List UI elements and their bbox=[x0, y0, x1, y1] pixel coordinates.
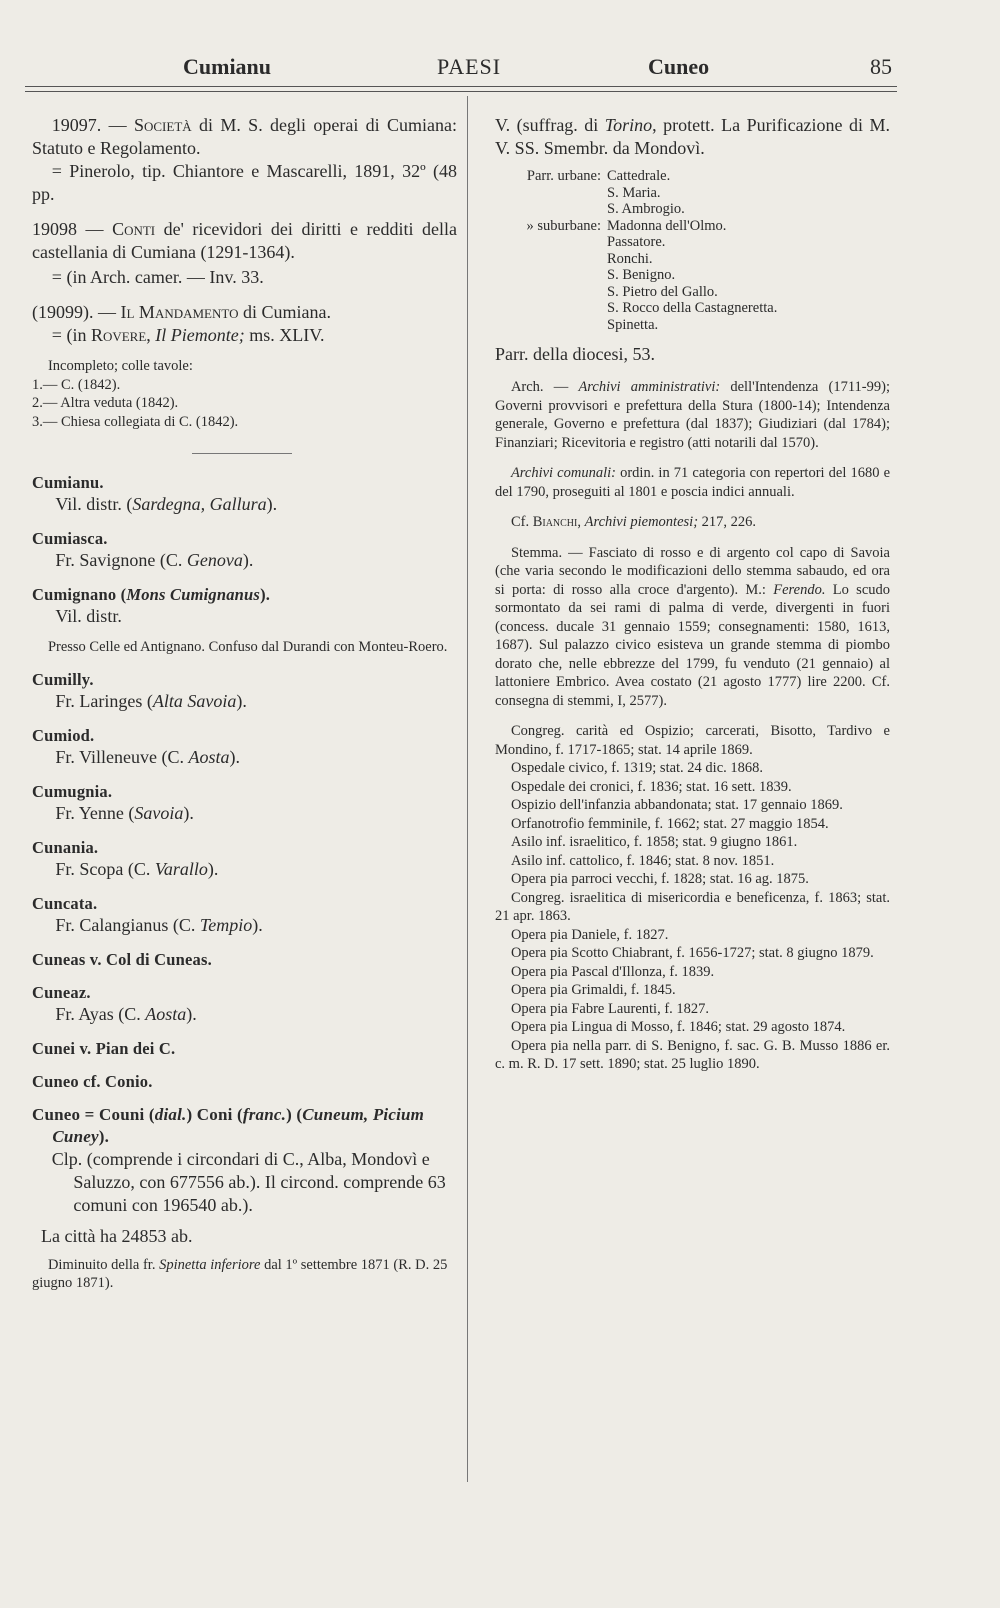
list-item: Opera pia Daniele, f. 1827. bbox=[510, 926, 669, 943]
entry-heading-end: ). bbox=[98, 1126, 110, 1146]
entry-heading: Cuneas v. Col di Cuneas. bbox=[32, 949, 212, 969]
entry-cunei bbox=[32, 1038, 457, 1059]
entry-heading: Cumugnia. bbox=[32, 781, 113, 801]
archive-italic: Archivi amministrativi: bbox=[578, 379, 721, 395]
entry-heading: Cumilly. bbox=[32, 669, 94, 689]
entry-publication: = (in Arch. camer. — Inv. 33. bbox=[51, 267, 264, 287]
entry-19098 bbox=[32, 218, 457, 289]
plate-item: 2.— Altra veduta (1842). bbox=[32, 395, 179, 411]
entry-italic: Tempio bbox=[199, 914, 253, 935]
entry-text: La città ha 24853 ab. bbox=[41, 1225, 193, 1246]
entry-heading: Cunania. bbox=[32, 837, 99, 857]
list-item: Opera pia Pascal d'Illonza, f. 1839. bbox=[510, 963, 715, 980]
entry-heading-part: ) Coni ( bbox=[186, 1104, 243, 1124]
entry-number: 19097. — bbox=[51, 115, 134, 135]
list-item: Orfanotrofio femminile, f. 1662; stat. 27 maggio 1854. bbox=[510, 815, 829, 832]
pub-sep: , bbox=[146, 325, 156, 345]
entry-italic: Aosta bbox=[145, 1003, 187, 1024]
entry-text-end: , protett. La Purificazione di M. V. SS. Smembr. da Mondovì. bbox=[495, 115, 891, 158]
parish-item: Cattedrale. bbox=[607, 168, 671, 184]
entry-text-end: ). bbox=[183, 802, 194, 823]
entry-text: Fr. Yenne ( bbox=[55, 802, 135, 823]
charities-list bbox=[495, 722, 890, 1074]
entry-title: Il Mandamento bbox=[120, 302, 239, 322]
pub-prefix: = (in bbox=[51, 325, 91, 345]
parish-item: Passatore. bbox=[607, 234, 666, 250]
entry-text: di M. S. degli operai di Cumiana: Statuto e Regolamento. bbox=[32, 115, 457, 158]
list-item: Opera pia parroci vecchi, f. 1828; stat. 16 ag. 1875. bbox=[510, 871, 809, 887]
entry-text: Fr. Calangianus (C. bbox=[55, 914, 200, 935]
page-number: 85 bbox=[870, 54, 892, 79]
entry-19099 bbox=[32, 301, 457, 431]
ref-sep: , bbox=[577, 514, 585, 530]
ref-prefix: Cf. bbox=[510, 514, 533, 530]
entry-cuneaz bbox=[32, 982, 457, 1026]
entry-title: Società bbox=[133, 115, 192, 135]
entry-cumignano bbox=[32, 584, 457, 657]
entry-title: Conti bbox=[112, 219, 156, 239]
list-item: Opera pia Lingua di Mosso, f. 1846; stat. 29 agosto 1874. bbox=[510, 1019, 846, 1035]
entry-cuncata bbox=[32, 893, 457, 937]
entry-text: Fr. Scopa (C. bbox=[55, 858, 155, 879]
entry-italic: Savoia bbox=[134, 802, 184, 823]
archive-text: dell'Intendenza (1711-99); Governi provvisori e prefettura della Stura (1800-14); Intendenza generale, Governo e prefettura (dal 1837); Giudiziari (dal 1784); Finanziari; Ricevitoria e registro (atti notarili dal 1570). bbox=[495, 379, 890, 451]
list-item: Opera pia nella parr. di S. Benigno, f. sac. G. B. Musso 1886 er. c. m. R. D. 17 sett. 1890; stat. 25 luglio 1890. bbox=[495, 1037, 890, 1072]
entry-italic: Genova bbox=[186, 550, 243, 570]
entry-text: Clp. (comprende i circondari di C., Alba, Mondovì e Saluzzo, con 677556 ab.). Il circond. comprende 63 comuni con 196540 ab.). bbox=[51, 1148, 446, 1215]
parish-item: Madonna dell'Olmo. bbox=[607, 217, 727, 234]
list-item: Congreg. carità ed Ospizio; carcerati, Bisotto, Tardivo e Mondino, f. 1717-1865; stat. 14 aprile 1869. bbox=[495, 723, 890, 758]
entry-text: de' ricevidori dei diritti e redditi della castellania di Cumiana (1291-1364). bbox=[32, 219, 457, 262]
running-head-center: PAESI bbox=[437, 54, 502, 79]
entry-text: Fr. Laringes ( bbox=[55, 690, 153, 711]
entry-text-end: ). bbox=[242, 550, 254, 570]
stemma-motto: Ferendo. bbox=[773, 581, 826, 598]
archive-label: Arch. — bbox=[510, 379, 579, 395]
list-item: Opera pia Scotto Chiabrant, f. 1656-1727; stat. 8 giugno 1879. bbox=[510, 945, 874, 961]
entry-heading-italic: Mons Cumignanus bbox=[126, 585, 261, 604]
entry-text: Fr. Savignone (C. bbox=[55, 550, 187, 570]
list-item: Ospedale dei cronici, f. 1836; stat. 16 sett. 1839. bbox=[510, 778, 792, 795]
entry-heading: Cumiod. bbox=[32, 725, 95, 745]
stemma-text-end: Lo scudo sormontato da sei rami di palma di verde, divergenti in fuori (concess. ducale 31 gennaio 1559; consegnamenti: 1580, 1613, 1687). Sul palazzo civico esisteva un grande stemma di piombo dorato che, nelle ebbrezze del 1799, fu venduto (21 gennaio) al lattoniere Embrico. Avea costato (21 agosto 1777) lire 2200. Cf. consegna di stemmi, I, 2577). bbox=[495, 581, 891, 709]
entry-cuneo bbox=[32, 1104, 457, 1293]
left-column bbox=[32, 114, 457, 1293]
entry-italic: Varallo bbox=[154, 858, 208, 879]
header-rule-double bbox=[25, 91, 897, 92]
list-item: Asilo inf. cattolico, f. 1846; stat. 8 nov. 1851. bbox=[510, 852, 775, 869]
entry-text: Vil. distr. ( bbox=[55, 494, 133, 514]
parish-item: S. Maria. bbox=[607, 184, 661, 201]
ref-author: Bianchi bbox=[532, 514, 578, 530]
stemma-text: Stemma. — Fasciato di rosso e di argento col capo di Savoia (che varia secondo le modificazioni dello stemma sabaudo, ed ora si porta: di rosso alla croce d'argento). M.: bbox=[495, 544, 890, 598]
entry-note: Presso Celle ed Antignano. Confuso dal Durandi con Monteu-Roero. bbox=[47, 639, 448, 655]
entry-italic: Sardegna, Gallura bbox=[132, 494, 267, 514]
entry-cumilly bbox=[32, 669, 457, 713]
running-head-left: Cumianu bbox=[183, 54, 272, 79]
entry-heading: Cuneo = Couni ( bbox=[32, 1104, 155, 1124]
entry-text-end: ). bbox=[266, 494, 278, 514]
entry-note-end: dal 1º settembre 1871 (R. D. 25 giugno 1871). bbox=[32, 1256, 448, 1291]
entry-heading: Cumiasca. bbox=[32, 529, 108, 548]
right-column bbox=[495, 114, 890, 1074]
pub-title: Il Piemonte; bbox=[155, 325, 245, 345]
entry-number: 19098 — bbox=[32, 219, 113, 239]
entry-text: V. (suffrag. di bbox=[495, 115, 605, 135]
parishes-list bbox=[495, 168, 890, 333]
parish-item: S. Rocco della Castagneretta. bbox=[607, 300, 778, 316]
parish-item: S. Ambrogio. bbox=[607, 201, 685, 217]
entry-heading: Cuncata. bbox=[32, 893, 98, 913]
entry-italic: Alta Savoia bbox=[152, 690, 237, 711]
entry-text: Fr. Villeneuve (C. bbox=[55, 746, 189, 767]
entry-text-end: ). bbox=[252, 914, 263, 935]
entry-heading-italic: dial. bbox=[154, 1104, 187, 1124]
parish-item: S. Pietro del Gallo. bbox=[607, 283, 718, 300]
entry-heading-italic: Cuneum, Picium Cuney bbox=[52, 1104, 425, 1146]
parishes-label: » suburbane: bbox=[526, 217, 601, 234]
entry-heading-italic: franc. bbox=[242, 1104, 287, 1124]
column-divider bbox=[467, 96, 468, 1482]
ref-end: 217, 226. bbox=[698, 514, 757, 530]
entry-text-end: ). bbox=[236, 690, 247, 711]
entry-text-end: ). bbox=[207, 858, 219, 879]
entry-cumiod bbox=[32, 725, 457, 769]
entry-cumugnia bbox=[32, 781, 457, 825]
entry-19097 bbox=[32, 114, 457, 206]
parish-item: S. Benigno. bbox=[607, 267, 676, 283]
entry-italic: Torino bbox=[604, 115, 653, 135]
entry-text-end: ). bbox=[229, 746, 240, 767]
archive-text: ordin. in 71 categoria con repertori del 1680 e del 1790, proseguiti al 1801 e poscia indici annuali. bbox=[495, 465, 891, 500]
entry-text: Vil. distr. bbox=[55, 606, 122, 626]
parish-item: Ronchi. bbox=[607, 250, 653, 267]
parishes-label: Parr. urbane: bbox=[526, 168, 601, 184]
entry-cumianu bbox=[32, 472, 457, 516]
pub-author: Rovere bbox=[90, 325, 147, 345]
entry-publication: = Pinerolo, tip. Chiantore e Mascarelli, 1891, 32º (48 pp. bbox=[32, 161, 457, 204]
entry-text: Fr. Ayas (C. bbox=[55, 1003, 146, 1024]
diocese-count: Parr. della diocesi, 53. bbox=[495, 344, 655, 364]
entry-note: Diminuito della fr. bbox=[47, 1256, 160, 1273]
archive-italic: Archivi comunali: bbox=[510, 465, 616, 481]
entry-heading: Cuneaz. bbox=[32, 982, 91, 1002]
list-item: Asilo inf. israelitico, f. 1858; stat. 9 giugno 1861. bbox=[510, 834, 798, 850]
entry-cuneo-cf bbox=[32, 1071, 457, 1092]
entry-heading-end: ). bbox=[260, 585, 271, 604]
entry-cumiasca bbox=[32, 528, 457, 572]
running-head-right: Cuneo bbox=[648, 54, 710, 79]
entry-text: di Cumiana. bbox=[238, 302, 331, 322]
plate-item: 1.— C. (1842). bbox=[32, 376, 121, 393]
list-item: Ospedale civico, f. 1319; stat. 24 dic. 1868. bbox=[510, 760, 764, 776]
pub-end: ms. XLIV. bbox=[244, 325, 325, 345]
header-rule bbox=[25, 86, 897, 87]
entry-heading: Cumignano ( bbox=[32, 585, 127, 604]
entry-text-end: ). bbox=[186, 1003, 197, 1024]
entry-heading-part: ) ( bbox=[286, 1104, 303, 1124]
section-divider bbox=[192, 453, 292, 454]
entry-cunania bbox=[32, 837, 457, 881]
entry-italic: Aosta bbox=[188, 746, 230, 767]
entry-note-italic: Spinetta inferiore bbox=[159, 1256, 261, 1273]
entry-note: Incompleto; colle tavole: bbox=[47, 358, 193, 374]
entry-heading: Cunei v. Pian dei C. bbox=[32, 1038, 176, 1058]
plate-item: 3.— Chiesa collegiata di C. (1842). bbox=[32, 413, 239, 430]
entry-cuneas bbox=[32, 949, 457, 970]
ref-title: Archivi piemontesi; bbox=[584, 514, 699, 530]
entry-heading: Cumianu. bbox=[32, 473, 104, 492]
parish-item: Spinetta. bbox=[607, 316, 659, 333]
entry-heading: Cuneo cf. Conio. bbox=[32, 1071, 153, 1091]
list-item: Ospizio dell'infanzia abbandonata; stat. 17 gennaio 1869. bbox=[510, 797, 843, 813]
entry-number: (19099). — bbox=[32, 302, 121, 322]
list-item: Congreg. israelitica di misericordia e beneficenza, f. 1863; stat. 21 apr. 1863. bbox=[495, 889, 890, 924]
list-item: Opera pia Grimaldi, f. 1845. bbox=[510, 982, 676, 998]
list-item: Opera pia Fabre Laurenti, f. 1827. bbox=[510, 1000, 710, 1017]
